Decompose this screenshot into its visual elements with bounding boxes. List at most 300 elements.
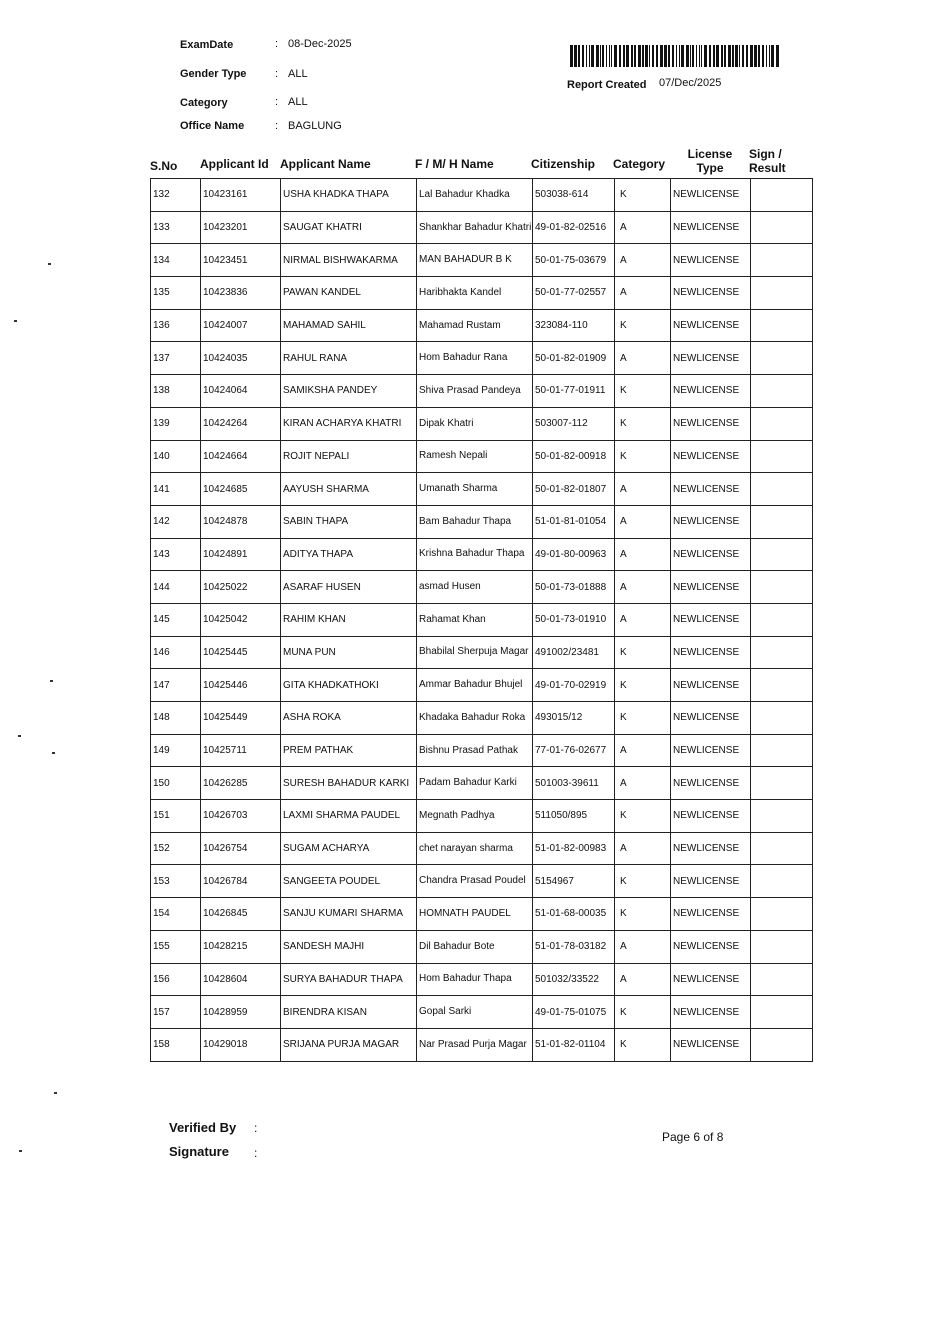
category-colon: : bbox=[275, 96, 279, 108]
cell-fmh-name: Hom Bahadur Rana bbox=[417, 342, 533, 375]
cell-fmh-name: Nar Prasad Purja Magar bbox=[417, 1028, 533, 1061]
signature-colon: : bbox=[254, 1146, 258, 1160]
cell-sno: 156 bbox=[151, 963, 201, 996]
barcode-bar bbox=[623, 45, 625, 67]
cell-license-type: NEWLICENSE bbox=[671, 832, 751, 865]
cell-category: K bbox=[615, 1028, 671, 1061]
cell-applicant-name: SAMIKSHA PANDEY bbox=[281, 375, 417, 408]
cell-category: A bbox=[615, 832, 671, 865]
cell-fmh-name: Umanath Sharma bbox=[417, 473, 533, 506]
cell-applicant-name: BIRENDRA KISAN bbox=[281, 996, 417, 1029]
category-value: ALL bbox=[288, 96, 308, 108]
cell-citizenship: 51-01-68-00035 bbox=[533, 898, 615, 931]
barcode-bar bbox=[649, 45, 650, 67]
cell-applicant-id: 10428959 bbox=[201, 996, 281, 1029]
barcode-bar bbox=[766, 45, 767, 67]
cell-category: A bbox=[615, 473, 671, 506]
barcode-bar bbox=[704, 45, 707, 67]
scan-speck bbox=[19, 1150, 22, 1152]
cell-applicant-name: SURESH BAHADUR KARKI bbox=[281, 767, 417, 800]
barcode-bar bbox=[652, 45, 654, 67]
cell-category: K bbox=[615, 702, 671, 735]
cell-sign-result[interactable] bbox=[751, 865, 813, 898]
cell-applicant-name: SANDESH MAJHI bbox=[281, 930, 417, 963]
cell-sno: 136 bbox=[151, 309, 201, 342]
table-row bbox=[151, 342, 813, 375]
cell-fmh-name: Mahamad Rustam bbox=[417, 309, 533, 342]
col-header-applicant-name: Applicant Name bbox=[280, 157, 371, 171]
cell-fmh-name: Padam Bahadur Karki bbox=[417, 767, 533, 800]
col-header-citizenship: Citizenship bbox=[531, 157, 596, 171]
cell-sign-result[interactable] bbox=[751, 734, 813, 767]
barcode-bar bbox=[582, 45, 584, 67]
cell-applicant-name: SURYA BAHADUR THAPA bbox=[281, 963, 417, 996]
cell-applicant-name: AAYUSH SHARMA bbox=[281, 473, 417, 506]
cell-sno: 142 bbox=[151, 505, 201, 538]
cell-category: A bbox=[615, 277, 671, 310]
cell-sign-result[interactable] bbox=[751, 179, 813, 212]
cell-applicant-name: SRIJANA PURJA MAGAR bbox=[281, 1028, 417, 1061]
cell-sign-result[interactable] bbox=[751, 669, 813, 702]
cell-sign-result[interactable] bbox=[751, 309, 813, 342]
cell-category: K bbox=[615, 375, 671, 408]
col-header-sign-result: Sign / Result bbox=[749, 147, 786, 175]
cell-fmh-name: Dipak Khatri bbox=[417, 407, 533, 440]
cell-license-type: NEWLICENSE bbox=[671, 277, 751, 310]
cell-citizenship: 5154967 bbox=[533, 865, 615, 898]
cell-sno: 148 bbox=[151, 702, 201, 735]
table-row bbox=[151, 702, 813, 735]
barcode-bar bbox=[679, 45, 680, 67]
cell-applicant-name: LAXMI SHARMA PAUDEL bbox=[281, 800, 417, 833]
office-name-label: Office Name bbox=[180, 120, 245, 132]
cell-citizenship: 491002/23481 bbox=[533, 636, 615, 669]
cell-category: K bbox=[615, 636, 671, 669]
cell-applicant-id: 10425445 bbox=[201, 636, 281, 669]
cell-sno: 135 bbox=[151, 277, 201, 310]
barcode-bar bbox=[642, 45, 644, 67]
cell-fmh-name: chet narayan sharma bbox=[417, 832, 533, 865]
cell-fmh-name: Lal Bahadur Khadka bbox=[417, 179, 533, 212]
cell-fmh-name: Ramesh Nepali bbox=[417, 440, 533, 473]
table-row bbox=[151, 407, 813, 440]
cell-applicant-id: 10428215 bbox=[201, 930, 281, 963]
cell-category: K bbox=[615, 440, 671, 473]
cell-applicant-name: SANGEETA POUDEL bbox=[281, 865, 417, 898]
gender-type-colon: : bbox=[275, 68, 279, 80]
cell-applicant-id: 10423161 bbox=[201, 179, 281, 212]
cell-citizenship: 51-01-82-01104 bbox=[533, 1028, 615, 1061]
barcode-bar bbox=[645, 45, 648, 67]
cell-sno: 149 bbox=[151, 734, 201, 767]
cell-citizenship: 50-01-73-01910 bbox=[533, 603, 615, 636]
table-row bbox=[151, 800, 813, 833]
cell-citizenship: 511050/895 bbox=[533, 800, 615, 833]
barcode-bar bbox=[750, 45, 753, 67]
cell-citizenship: 50-01-82-01807 bbox=[533, 473, 615, 506]
cell-citizenship: 493015/12 bbox=[533, 702, 615, 735]
cell-category: K bbox=[615, 407, 671, 440]
cell-citizenship: 49-01-70-02919 bbox=[533, 669, 615, 702]
cell-fmh-name: asmad Husen bbox=[417, 571, 533, 604]
cell-applicant-id: 10426754 bbox=[201, 832, 281, 865]
barcode-bar bbox=[754, 45, 757, 67]
cell-sno: 143 bbox=[151, 538, 201, 571]
cell-sign-result[interactable] bbox=[751, 375, 813, 408]
cell-category: A bbox=[615, 963, 671, 996]
barcode-bar bbox=[638, 45, 641, 67]
col-header-fmh-name: F / M/ H Name bbox=[415, 157, 494, 171]
table-row bbox=[151, 603, 813, 636]
cell-sno: 153 bbox=[151, 865, 201, 898]
col-header-applicant-id: Applicant Id bbox=[200, 157, 269, 171]
cell-applicant-id: 10424035 bbox=[201, 342, 281, 375]
barcode-bar bbox=[769, 45, 770, 67]
cell-sno: 132 bbox=[151, 179, 201, 212]
cell-license-type: NEWLICENSE bbox=[671, 996, 751, 1029]
table-row bbox=[151, 309, 813, 342]
cell-applicant-name: ROJIT NEPALI bbox=[281, 440, 417, 473]
cell-sno: 152 bbox=[151, 832, 201, 865]
cell-license-type: NEWLICENSE bbox=[671, 211, 751, 244]
barcode-bar bbox=[600, 45, 601, 67]
barcode-bar bbox=[776, 45, 779, 67]
cell-applicant-id: 10423451 bbox=[201, 244, 281, 277]
cell-applicant-name: ASARAF HUSEN bbox=[281, 571, 417, 604]
cell-applicant-id: 10424264 bbox=[201, 407, 281, 440]
barcode-bar bbox=[686, 45, 689, 67]
cell-sign-result[interactable] bbox=[751, 636, 813, 669]
verified-by-colon: : bbox=[254, 1121, 258, 1135]
table-row bbox=[151, 996, 813, 1029]
barcode-bar bbox=[716, 45, 719, 67]
cell-applicant-id: 10424064 bbox=[201, 375, 281, 408]
cell-applicant-name: MUNA PUN bbox=[281, 636, 417, 669]
table-row bbox=[151, 734, 813, 767]
cell-category: K bbox=[615, 800, 671, 833]
barcode-bar bbox=[696, 45, 697, 67]
barcode-bar bbox=[735, 45, 738, 67]
cell-category: A bbox=[615, 734, 671, 767]
cell-license-type: NEWLICENSE bbox=[671, 636, 751, 669]
cell-sno: 150 bbox=[151, 767, 201, 800]
barcode-bar bbox=[699, 45, 700, 67]
barcode-bar bbox=[771, 45, 774, 67]
cell-sno: 146 bbox=[151, 636, 201, 669]
cell-applicant-name: NIRMAL BISHWAKARMA bbox=[281, 244, 417, 277]
cell-applicant-id: 10424664 bbox=[201, 440, 281, 473]
cell-sign-result[interactable] bbox=[751, 767, 813, 800]
table-row bbox=[151, 277, 813, 310]
cell-license-type: NEWLICENSE bbox=[671, 375, 751, 408]
cell-applicant-name: SANJU KUMARI SHARMA bbox=[281, 898, 417, 931]
barcode-bar bbox=[602, 45, 604, 67]
cell-license-type: NEWLICENSE bbox=[671, 898, 751, 931]
cell-citizenship: 50-01-82-01909 bbox=[533, 342, 615, 375]
table-row bbox=[151, 571, 813, 604]
cell-applicant-id: 10425449 bbox=[201, 702, 281, 735]
cell-sign-result[interactable] bbox=[751, 244, 813, 277]
barcode-bar bbox=[606, 45, 607, 67]
table-row bbox=[151, 963, 813, 996]
cell-applicant-id: 10425711 bbox=[201, 734, 281, 767]
barcode-bar bbox=[701, 45, 702, 67]
gender-type-value: ALL bbox=[288, 68, 308, 80]
barcode-bar bbox=[681, 45, 684, 67]
cell-license-type: NEWLICENSE bbox=[671, 440, 751, 473]
cell-category: K bbox=[615, 898, 671, 931]
cell-license-type: NEWLICENSE bbox=[671, 865, 751, 898]
cell-sign-result[interactable] bbox=[751, 800, 813, 833]
cell-sno: 157 bbox=[151, 996, 201, 1029]
cell-license-type: NEWLICENSE bbox=[671, 767, 751, 800]
cell-applicant-id: 10424685 bbox=[201, 473, 281, 506]
cell-category: K bbox=[615, 179, 671, 212]
cell-sign-result[interactable] bbox=[751, 996, 813, 1029]
cell-fmh-name: Shiva Prasad Pandeya bbox=[417, 375, 533, 408]
cell-applicant-name: SUGAM ACHARYA bbox=[281, 832, 417, 865]
verified-by-label: Verified By bbox=[169, 1120, 237, 1135]
cell-citizenship: 503007-112 bbox=[533, 407, 615, 440]
cell-applicant-name: RAHIM KHAN bbox=[281, 603, 417, 636]
cell-category: A bbox=[615, 571, 671, 604]
cell-license-type: NEWLICENSE bbox=[671, 963, 751, 996]
cell-sign-result[interactable] bbox=[751, 930, 813, 963]
table-row bbox=[151, 1028, 813, 1061]
cell-applicant-name: ASHA ROKA bbox=[281, 702, 417, 735]
cell-sno: 151 bbox=[151, 800, 201, 833]
cell-fmh-name: Ammar Bahadur Bhujel bbox=[417, 669, 533, 702]
col-header-license-type: License Type bbox=[687, 147, 733, 175]
cell-applicant-id: 10424891 bbox=[201, 538, 281, 571]
table-row bbox=[151, 375, 813, 408]
barcode-bar bbox=[668, 45, 670, 67]
cell-fmh-name: Hom Bahadur Thapa bbox=[417, 963, 533, 996]
barcode-bar bbox=[728, 45, 731, 67]
cell-citizenship: 51-01-78-03182 bbox=[533, 930, 615, 963]
cell-license-type: NEWLICENSE bbox=[671, 930, 751, 963]
cell-citizenship: 501003-39611 bbox=[533, 767, 615, 800]
cell-applicant-name: KIRAN ACHARYA KHATRI bbox=[281, 407, 417, 440]
cell-sign-result[interactable] bbox=[751, 702, 813, 735]
cell-fmh-name: Bishnu Prasad Pathak bbox=[417, 734, 533, 767]
exam-date-colon: : bbox=[275, 38, 279, 50]
barcode-bar bbox=[570, 45, 573, 67]
barcode-bar bbox=[664, 45, 667, 67]
signature-label: Signature bbox=[169, 1144, 229, 1159]
cell-category: A bbox=[615, 505, 671, 538]
cell-sno: 154 bbox=[151, 898, 201, 931]
cell-fmh-name: Chandra Prasad Poudel bbox=[417, 865, 533, 898]
barcode-bar bbox=[721, 45, 723, 67]
cell-sign-result[interactable] bbox=[751, 505, 813, 538]
cell-applicant-name: USHA KHADKA THAPA bbox=[281, 179, 417, 212]
barcode-bar bbox=[709, 45, 711, 67]
cell-category: A bbox=[615, 342, 671, 375]
gender-type-label: Gender Type bbox=[180, 68, 247, 80]
cell-sign-result[interactable] bbox=[751, 211, 813, 244]
cell-applicant-name: PREM PATHAK bbox=[281, 734, 417, 767]
cell-sno: 137 bbox=[151, 342, 201, 375]
table-row bbox=[151, 538, 813, 571]
cell-license-type: NEWLICENSE bbox=[671, 244, 751, 277]
table-row bbox=[151, 179, 813, 212]
cell-sign-result[interactable] bbox=[751, 1028, 813, 1061]
table-row bbox=[151, 636, 813, 669]
barcode-bar bbox=[713, 45, 715, 67]
cell-sign-result[interactable] bbox=[751, 473, 813, 506]
cell-sno: 147 bbox=[151, 669, 201, 702]
category-label: Category bbox=[180, 97, 228, 109]
cell-sign-result[interactable] bbox=[751, 963, 813, 996]
cell-citizenship: 323084-110 bbox=[533, 309, 615, 342]
cell-license-type: NEWLICENSE bbox=[671, 538, 751, 571]
cell-license-type: NEWLICENSE bbox=[671, 179, 751, 212]
report-created-label: Report Created bbox=[567, 79, 647, 91]
cell-category: A bbox=[615, 244, 671, 277]
cell-fmh-name: Shankhar Bahadur Khatri bbox=[417, 211, 533, 244]
scan-speck bbox=[14, 320, 17, 322]
cell-license-type: NEWLICENSE bbox=[671, 473, 751, 506]
barcode-bar bbox=[614, 45, 617, 67]
table-row bbox=[151, 865, 813, 898]
cell-citizenship: 50-01-77-01911 bbox=[533, 375, 615, 408]
cell-license-type: NEWLICENSE bbox=[671, 800, 751, 833]
cell-sign-result[interactable] bbox=[751, 603, 813, 636]
cell-sno: 139 bbox=[151, 407, 201, 440]
cell-license-type: NEWLICENSE bbox=[671, 407, 751, 440]
cell-sign-result[interactable] bbox=[751, 277, 813, 310]
cell-license-type: NEWLICENSE bbox=[671, 603, 751, 636]
cell-category: K bbox=[615, 996, 671, 1029]
cell-fmh-name: Khadaka Bahadur Roka bbox=[417, 702, 533, 735]
table-row bbox=[151, 832, 813, 865]
cell-license-type: NEWLICENSE bbox=[671, 571, 751, 604]
cell-license-type: NEWLICENSE bbox=[671, 309, 751, 342]
cell-applicant-id: 10426285 bbox=[201, 767, 281, 800]
cell-license-type: NEWLICENSE bbox=[671, 342, 751, 375]
cell-fmh-name: Krishna Bahadur Thapa bbox=[417, 538, 533, 571]
cell-sno: 155 bbox=[151, 930, 201, 963]
cell-citizenship: 51-01-82-00983 bbox=[533, 832, 615, 865]
cell-citizenship: 50-01-73-01888 bbox=[533, 571, 615, 604]
barcode-bar bbox=[656, 45, 658, 67]
cell-sign-result[interactable] bbox=[751, 571, 813, 604]
cell-applicant-id: 10425042 bbox=[201, 603, 281, 636]
cell-applicant-id: 10423836 bbox=[201, 277, 281, 310]
cell-sign-result[interactable] bbox=[751, 538, 813, 571]
barcode-bar bbox=[578, 45, 580, 67]
barcode-bar bbox=[739, 45, 740, 67]
cell-applicant-name: RAHUL RANA bbox=[281, 342, 417, 375]
cell-category: K bbox=[615, 669, 671, 702]
cell-fmh-name: Gopal Sarki bbox=[417, 996, 533, 1029]
office-name-colon: : bbox=[275, 120, 279, 132]
cell-sign-result[interactable] bbox=[751, 440, 813, 473]
exam-date-label: ExamDate bbox=[180, 39, 234, 51]
cell-applicant-name: MAHAMAD SAHIL bbox=[281, 309, 417, 342]
cell-sign-result[interactable] bbox=[751, 832, 813, 865]
barcode-bar bbox=[619, 45, 621, 67]
cell-applicant-name: GITA KHADKATHOKI bbox=[281, 669, 417, 702]
cell-sno: 145 bbox=[151, 603, 201, 636]
report-created-value: 07/Dec/2025 bbox=[659, 77, 722, 89]
barcode-bar bbox=[609, 45, 610, 67]
barcode-bar bbox=[672, 45, 674, 67]
cell-fmh-name: Rahamat Khan bbox=[417, 603, 533, 636]
barcode-bar bbox=[724, 45, 726, 67]
barcode-bar bbox=[611, 45, 612, 67]
scan-speck bbox=[52, 752, 55, 754]
cell-applicant-name: SAUGAT KHATRI bbox=[281, 211, 417, 244]
cell-category: A bbox=[615, 211, 671, 244]
cell-sno: 133 bbox=[151, 211, 201, 244]
table-row bbox=[151, 244, 813, 277]
office-name-value: BAGLUNG bbox=[288, 120, 342, 132]
page-number: Page 6 of 8 bbox=[662, 1130, 724, 1144]
cell-sno: 138 bbox=[151, 375, 201, 408]
barcode-bar bbox=[660, 45, 663, 67]
cell-citizenship: 51-01-81-01054 bbox=[533, 505, 615, 538]
table-row bbox=[151, 898, 813, 931]
cell-sno: 144 bbox=[151, 571, 201, 604]
applicants-table bbox=[150, 178, 813, 1062]
scan-speck bbox=[54, 1092, 57, 1094]
cell-category: A bbox=[615, 538, 671, 571]
col-header-sno: S.No bbox=[150, 159, 178, 173]
barcode-bar bbox=[589, 45, 590, 67]
cell-applicant-name: PAWAN KANDEL bbox=[281, 277, 417, 310]
table-row bbox=[151, 473, 813, 506]
cell-license-type: NEWLICENSE bbox=[671, 669, 751, 702]
cell-citizenship: 77-01-76-02677 bbox=[533, 734, 615, 767]
cell-applicant-id: 10423201 bbox=[201, 211, 281, 244]
cell-fmh-name: Haribhakta Kandel bbox=[417, 277, 533, 310]
cell-sign-result[interactable] bbox=[751, 898, 813, 931]
cell-applicant-id: 10428604 bbox=[201, 963, 281, 996]
cell-sno: 158 bbox=[151, 1028, 201, 1061]
cell-category: A bbox=[615, 930, 671, 963]
barcode-bar bbox=[742, 45, 744, 67]
cell-license-type: NEWLICENSE bbox=[671, 1028, 751, 1061]
table-row bbox=[151, 211, 813, 244]
cell-fmh-name: MAN BAHADUR B K bbox=[417, 244, 533, 277]
cell-license-type: NEWLICENSE bbox=[671, 702, 751, 735]
cell-applicant-id: 10426845 bbox=[201, 898, 281, 931]
cell-sno: 134 bbox=[151, 244, 201, 277]
cell-category: A bbox=[615, 603, 671, 636]
cell-fmh-name: Megnath Padhya bbox=[417, 800, 533, 833]
cell-applicant-id: 10424878 bbox=[201, 505, 281, 538]
cell-fmh-name: Bam Bahadur Thapa bbox=[417, 505, 533, 538]
barcode-bar bbox=[586, 45, 587, 67]
cell-citizenship: 49-01-80-00963 bbox=[533, 538, 615, 571]
barcode-bar bbox=[732, 45, 734, 67]
cell-fmh-name: HOMNATH PAUDEL bbox=[417, 898, 533, 931]
cell-sign-result[interactable] bbox=[751, 342, 813, 375]
col-header-category: Category bbox=[613, 157, 666, 171]
barcode-bar bbox=[634, 45, 636, 67]
barcode-bar bbox=[626, 45, 629, 67]
barcode-bar bbox=[574, 45, 577, 67]
barcode-bar bbox=[631, 45, 633, 67]
table-row bbox=[151, 669, 813, 702]
cell-applicant-id: 10426784 bbox=[201, 865, 281, 898]
cell-category: K bbox=[615, 865, 671, 898]
cell-applicant-id: 10425446 bbox=[201, 669, 281, 702]
scan-speck bbox=[18, 735, 21, 737]
cell-sign-result[interactable] bbox=[751, 407, 813, 440]
